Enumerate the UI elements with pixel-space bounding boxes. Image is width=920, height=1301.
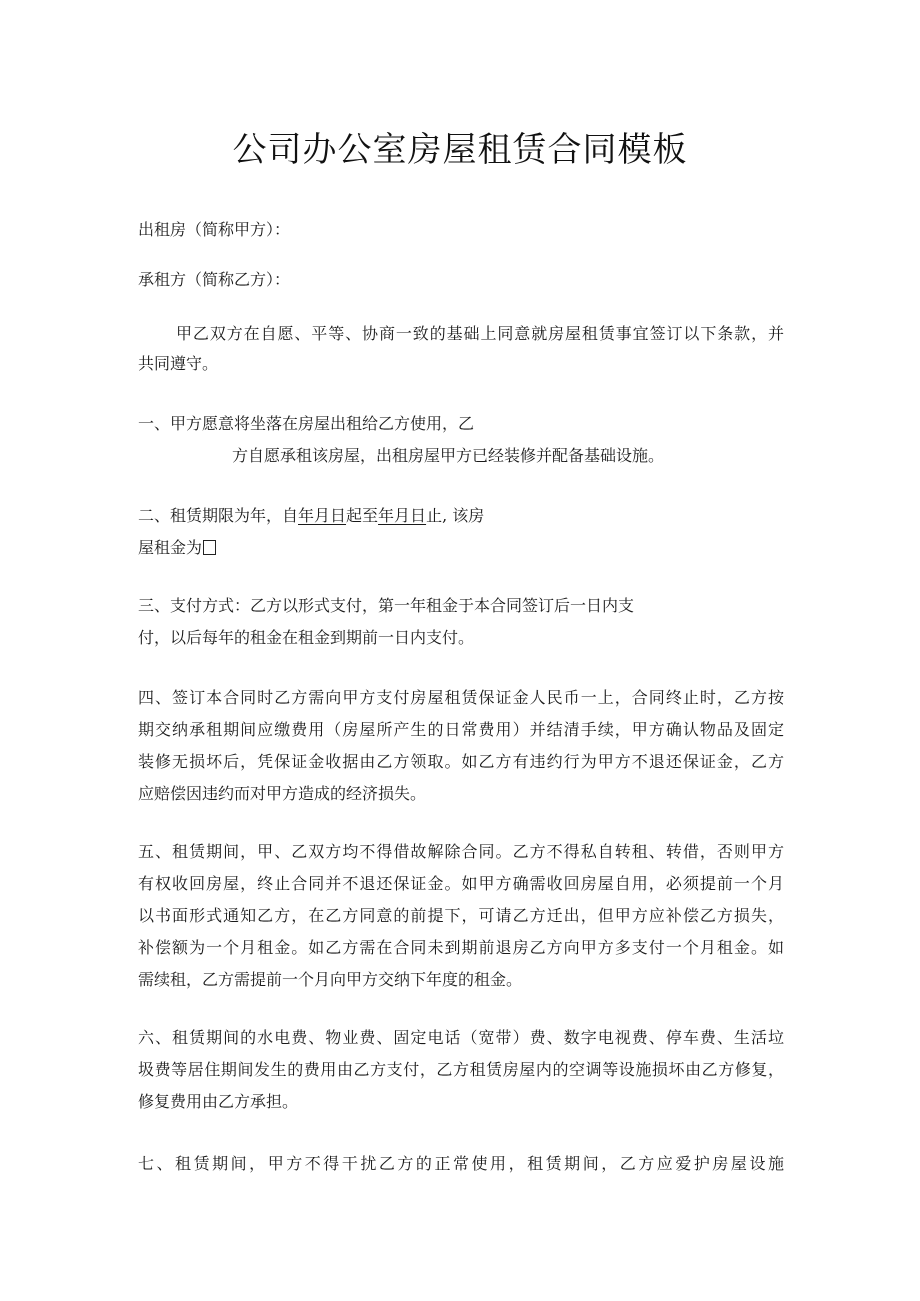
preamble-line-1: 甲乙双方在自愿、平等、协商一致的基础上同意就房屋租赁事宜签订以下条款，并 xyxy=(176,324,784,343)
lessee-line: 承租方（简称乙方）： xyxy=(138,270,291,289)
placeholder-box xyxy=(203,540,216,555)
clause-4-line-1: 四、签订本合同时乙方需向甲方支付房屋租赁保证金人民币一上，合同终止时，乙方按 xyxy=(138,688,784,707)
clause-7-line-1: 七、租赁期间，甲方不得干扰乙方的正常使用，租赁期间，乙方应爱护房屋设施 xyxy=(138,1154,784,1173)
clause-5-line-3: 以书面形式通知乙方，在乙方同意的前提下，可请乙方迁出，但甲方应补偿乙方损失， xyxy=(138,906,784,925)
clause-4-line-2: 期交纳承租期间应缴费用（房屋所产生的日常费用）并结清手续，甲方确认物品及固定 xyxy=(138,720,784,739)
clause-5-line-1: 五、租赁期间，甲、乙双方均不得借故解除合同。乙方不得私自转租、转借，否则甲方 xyxy=(138,842,784,861)
clause-4-line-4: 应赔偿因违约而对甲方造成的经济损失。 xyxy=(138,784,427,803)
clause-6-line-3: 修复费用由乙方承担。 xyxy=(138,1092,299,1111)
clause-5-line-2: 有权收回房屋，终止合同并不退还保证金。如甲方确需收回房屋自用，必须提前一个月 xyxy=(138,874,784,893)
clause-2-line-2 xyxy=(138,532,216,564)
clause-2-end-date: 年月日 xyxy=(378,506,427,525)
clause-5-line-4: 补偿额为一个月租金。如乙方需在合同未到期前退房乙方向甲方多支付一个月租金。如 xyxy=(138,938,784,957)
clause-2-line-1 xyxy=(138,500,484,532)
clause-2-text-post: 止, 该房 xyxy=(426,506,485,525)
clause-6-line-1: 六、租赁期间的水电费、物业费、固定电话（宽带）费、数字电视费、停车费、生活垃 xyxy=(138,1028,784,1047)
document-title: 公司办公室房屋租赁合同模板 xyxy=(232,130,688,170)
clause-3-line-2: 付，以后每年的租金在租金到期前一日内支付。 xyxy=(138,628,475,647)
lessor-line: 出租房（简称甲方）： xyxy=(138,220,291,239)
clause-2-rent-label: 屋租金为 xyxy=(138,538,203,557)
clause-1-line-1: 一、甲方愿意将坐落在房屋出租给乙方使用，乙 xyxy=(138,414,475,433)
clause-4-line-3: 装修无损坏后，凭保证金收据由乙方领取。如乙方有违约行为甲方不退还保证金，乙方 xyxy=(138,752,784,771)
clause-2-text-mid: 起至 xyxy=(346,506,379,525)
clause-6-line-2: 圾费等居住期间发生的费用由乙方支付，乙方租赁房屋内的空调等设施损坏由乙方修复， xyxy=(138,1060,784,1079)
clause-2-text-pre: 二、租赁期限为年，自 xyxy=(138,506,299,525)
preamble-line-2: 共同遵守。 xyxy=(138,354,219,373)
clause-3-line-1: 三、支付方式：乙方以形式支付，第一年租金于本合同签订后一日内支 xyxy=(138,596,635,615)
clause-2-start-date: 年月日 xyxy=(298,506,347,525)
clause-5-line-5: 需续租，乙方需提前一个月向甲方交纳下年度的租金。 xyxy=(138,970,523,989)
clause-1-line-2: 方自愿承租该房屋，出租房屋甲方已经装修并配备基础设施。 xyxy=(232,446,665,465)
